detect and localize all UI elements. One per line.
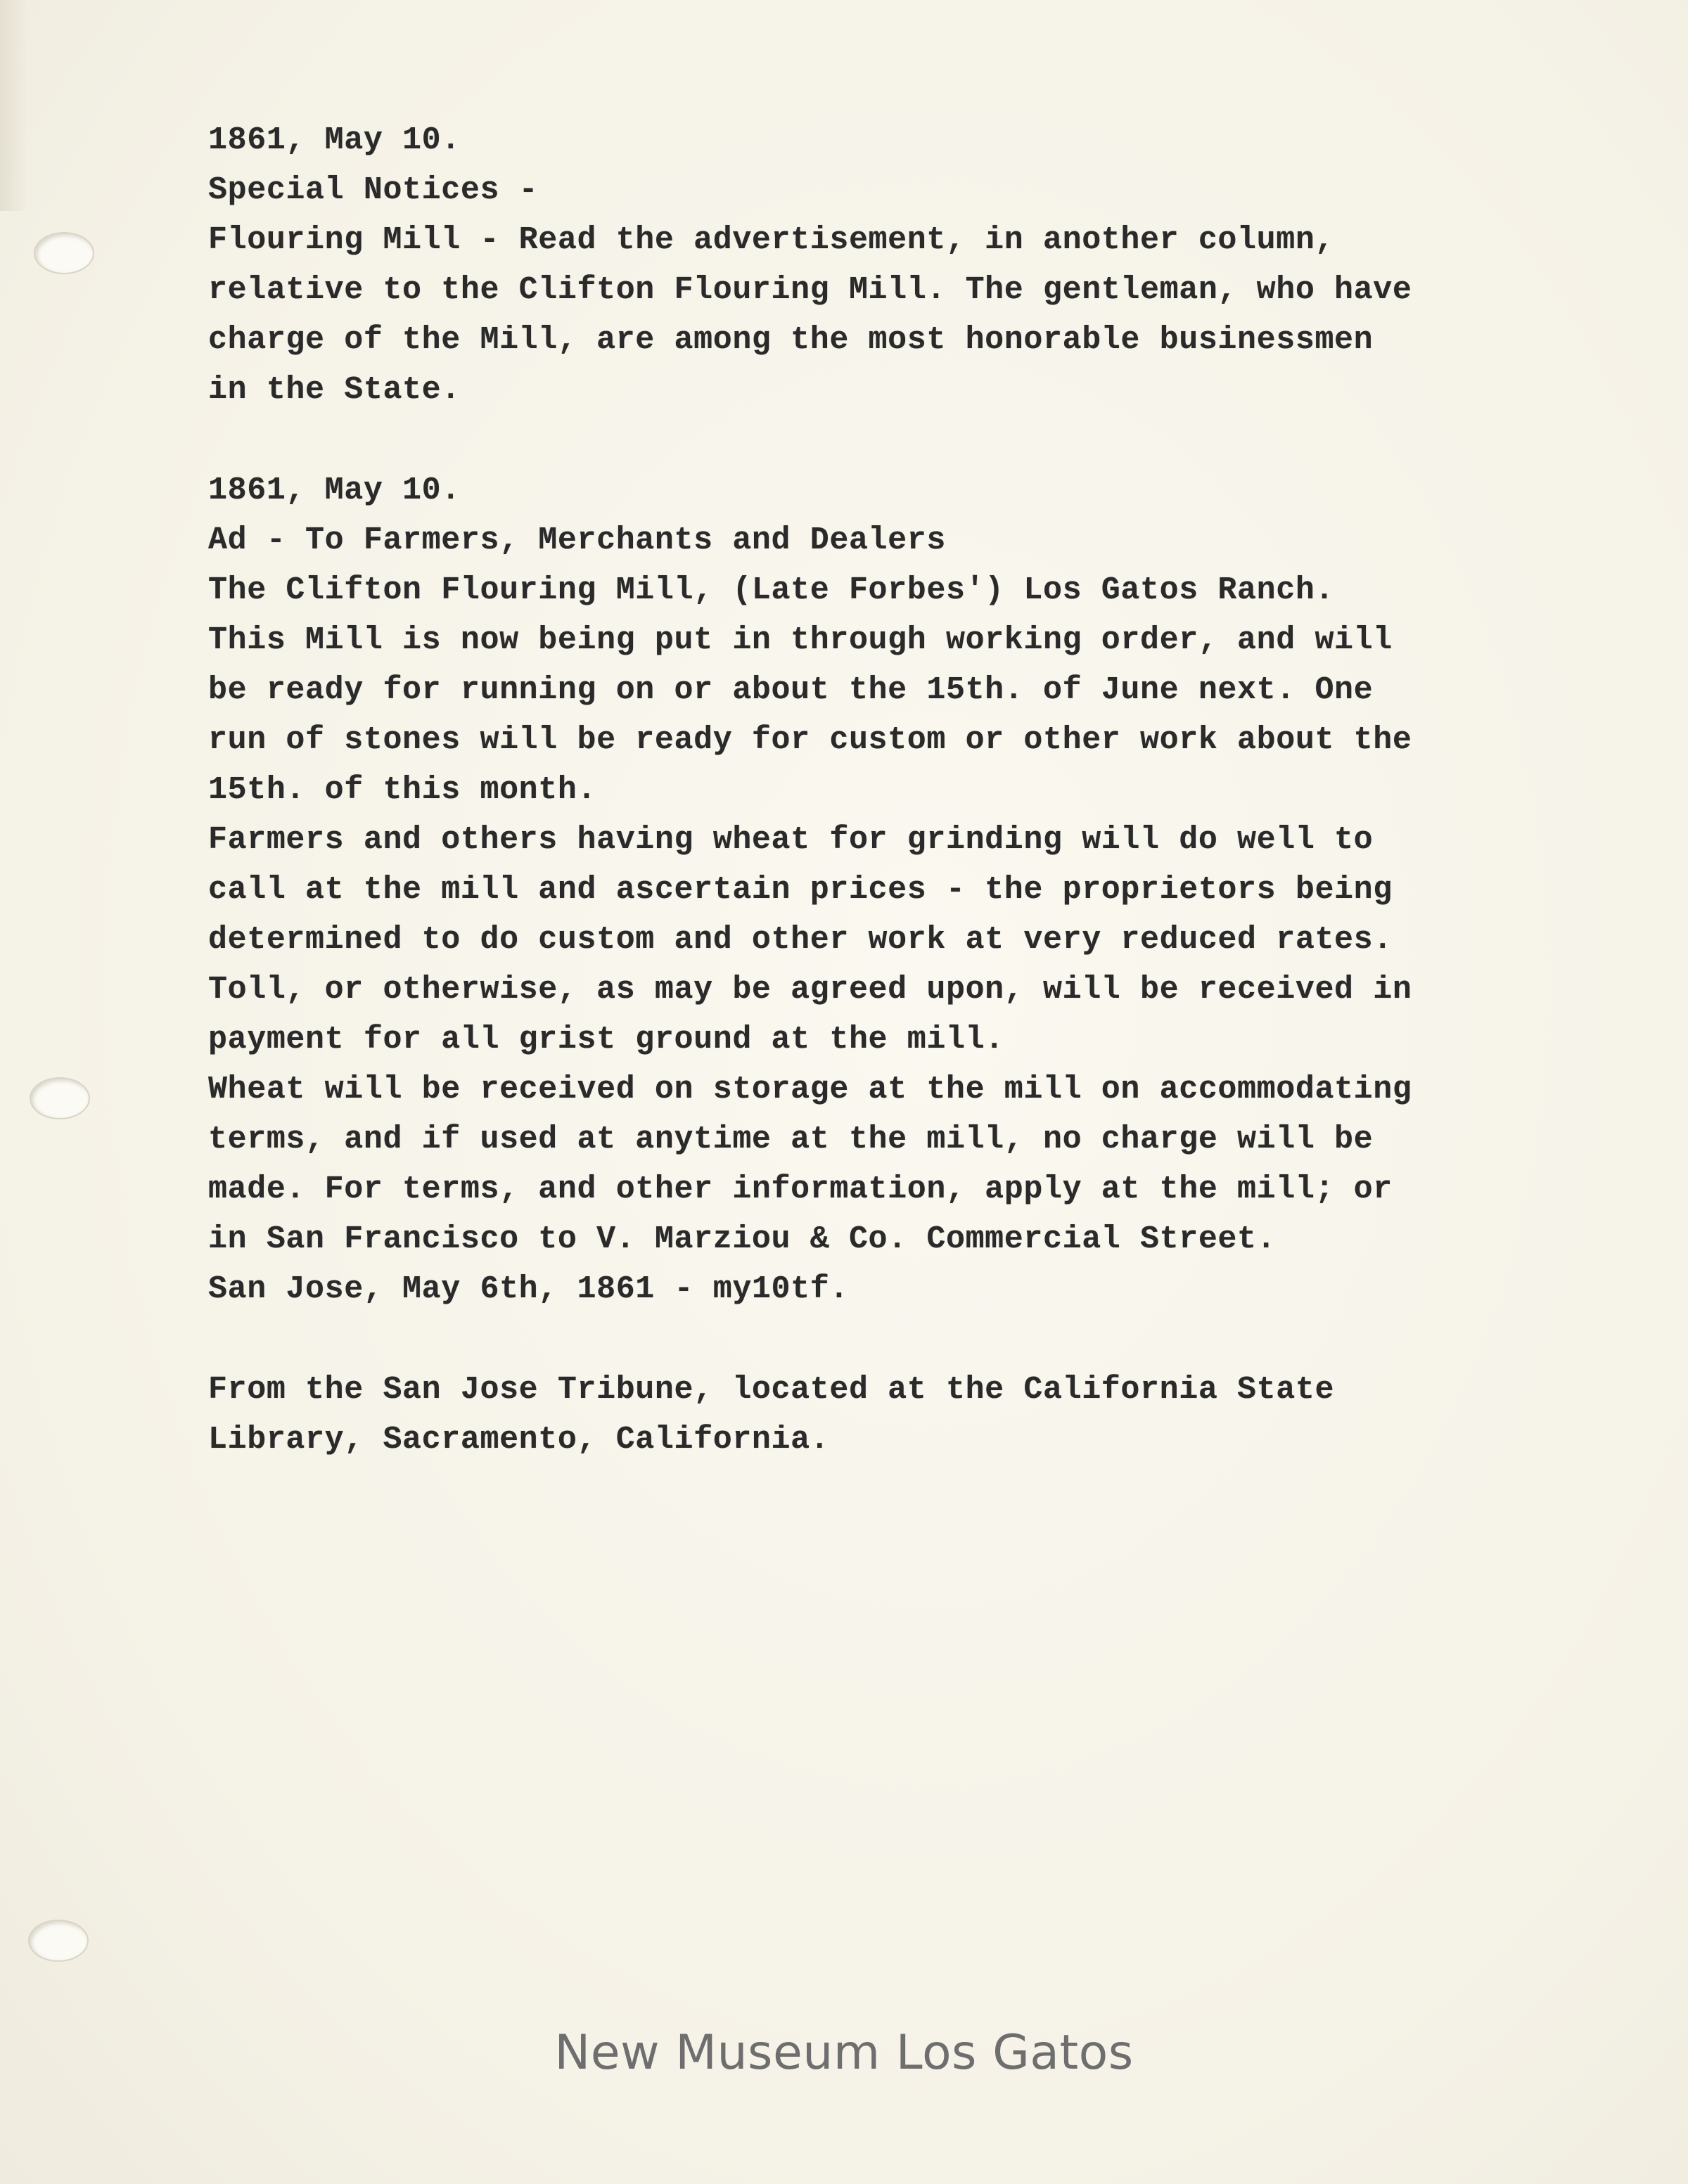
punch-hole-middle bbox=[30, 1077, 90, 1119]
entry-body-line: 15th. of this month. bbox=[208, 772, 597, 808]
entry-body-line: relative to the Clifton Flouring Mill. The gentleman, who have bbox=[208, 272, 1412, 308]
entry-date: 1861, May 10. bbox=[208, 122, 461, 158]
entry-body-line: This Mill is now being put in through working order, and will bbox=[208, 622, 1393, 658]
entry-body-line: charge of the Mill, are among the most honorable businessmen bbox=[208, 322, 1374, 358]
entry-body-line: determined to do custom and other work at very reduced rates. bbox=[208, 922, 1393, 958]
entry-body-line: terms, and if used at anytime at the mill, no charge will be bbox=[208, 1122, 1374, 1157]
punch-hole-bottom bbox=[28, 1920, 89, 1962]
entry-body-line: Wheat will be received on storage at the mill on accommodating bbox=[208, 1072, 1412, 1107]
entry-body-line: made. For terms, and other information, apply at the mill; or bbox=[208, 1171, 1393, 1207]
source-citation bbox=[208, 1365, 1530, 1465]
entry-advertisement bbox=[208, 465, 1530, 1314]
entry-body-line: be ready for running on or about the 15th. of June next. One bbox=[208, 672, 1374, 708]
entry-body-line: Toll, or otherwise, as may be agreed upon, will be received in bbox=[208, 972, 1412, 1008]
entry-heading: Special Notices - bbox=[208, 172, 539, 208]
source-line: From the San Jose Tribune, located at the California State bbox=[208, 1372, 1335, 1408]
entry-special-notices bbox=[208, 115, 1530, 415]
entry-body-line: San Jose, May 6th, 1861 - my10tf. bbox=[208, 1271, 849, 1307]
page-edge-shadow bbox=[0, 0, 28, 211]
entry-body-line: The Clifton Flouring Mill, (Late Forbes') Los Gatos Ranch. bbox=[208, 572, 1335, 608]
punch-hole-top bbox=[34, 232, 94, 274]
typed-text-content bbox=[208, 115, 1530, 1465]
source-line: Library, Sacramento, California. bbox=[208, 1422, 830, 1458]
entry-body-line: in San Francisco to V. Marziou & Co. Commercial Street. bbox=[208, 1221, 1277, 1257]
entry-body-line: Farmers and others having wheat for grinding will do well to bbox=[208, 822, 1374, 858]
entry-body-line: payment for all grist ground at the mill. bbox=[208, 1022, 1004, 1058]
museum-watermark: New Museum Los Gatos bbox=[554, 2025, 1134, 2081]
entry-body-line: in the State. bbox=[208, 372, 461, 408]
entry-body-line: Flouring Mill - Read the advertisement, in another column, bbox=[208, 222, 1335, 258]
entry-heading: Ad - To Farmers, Merchants and Dealers bbox=[208, 522, 946, 558]
entry-body-line: run of stones will be ready for custom or other work about the bbox=[208, 722, 1412, 758]
entry-date: 1861, May 10. bbox=[208, 473, 461, 508]
entry-body-line: call at the mill and ascertain prices - the proprietors being bbox=[208, 872, 1393, 908]
